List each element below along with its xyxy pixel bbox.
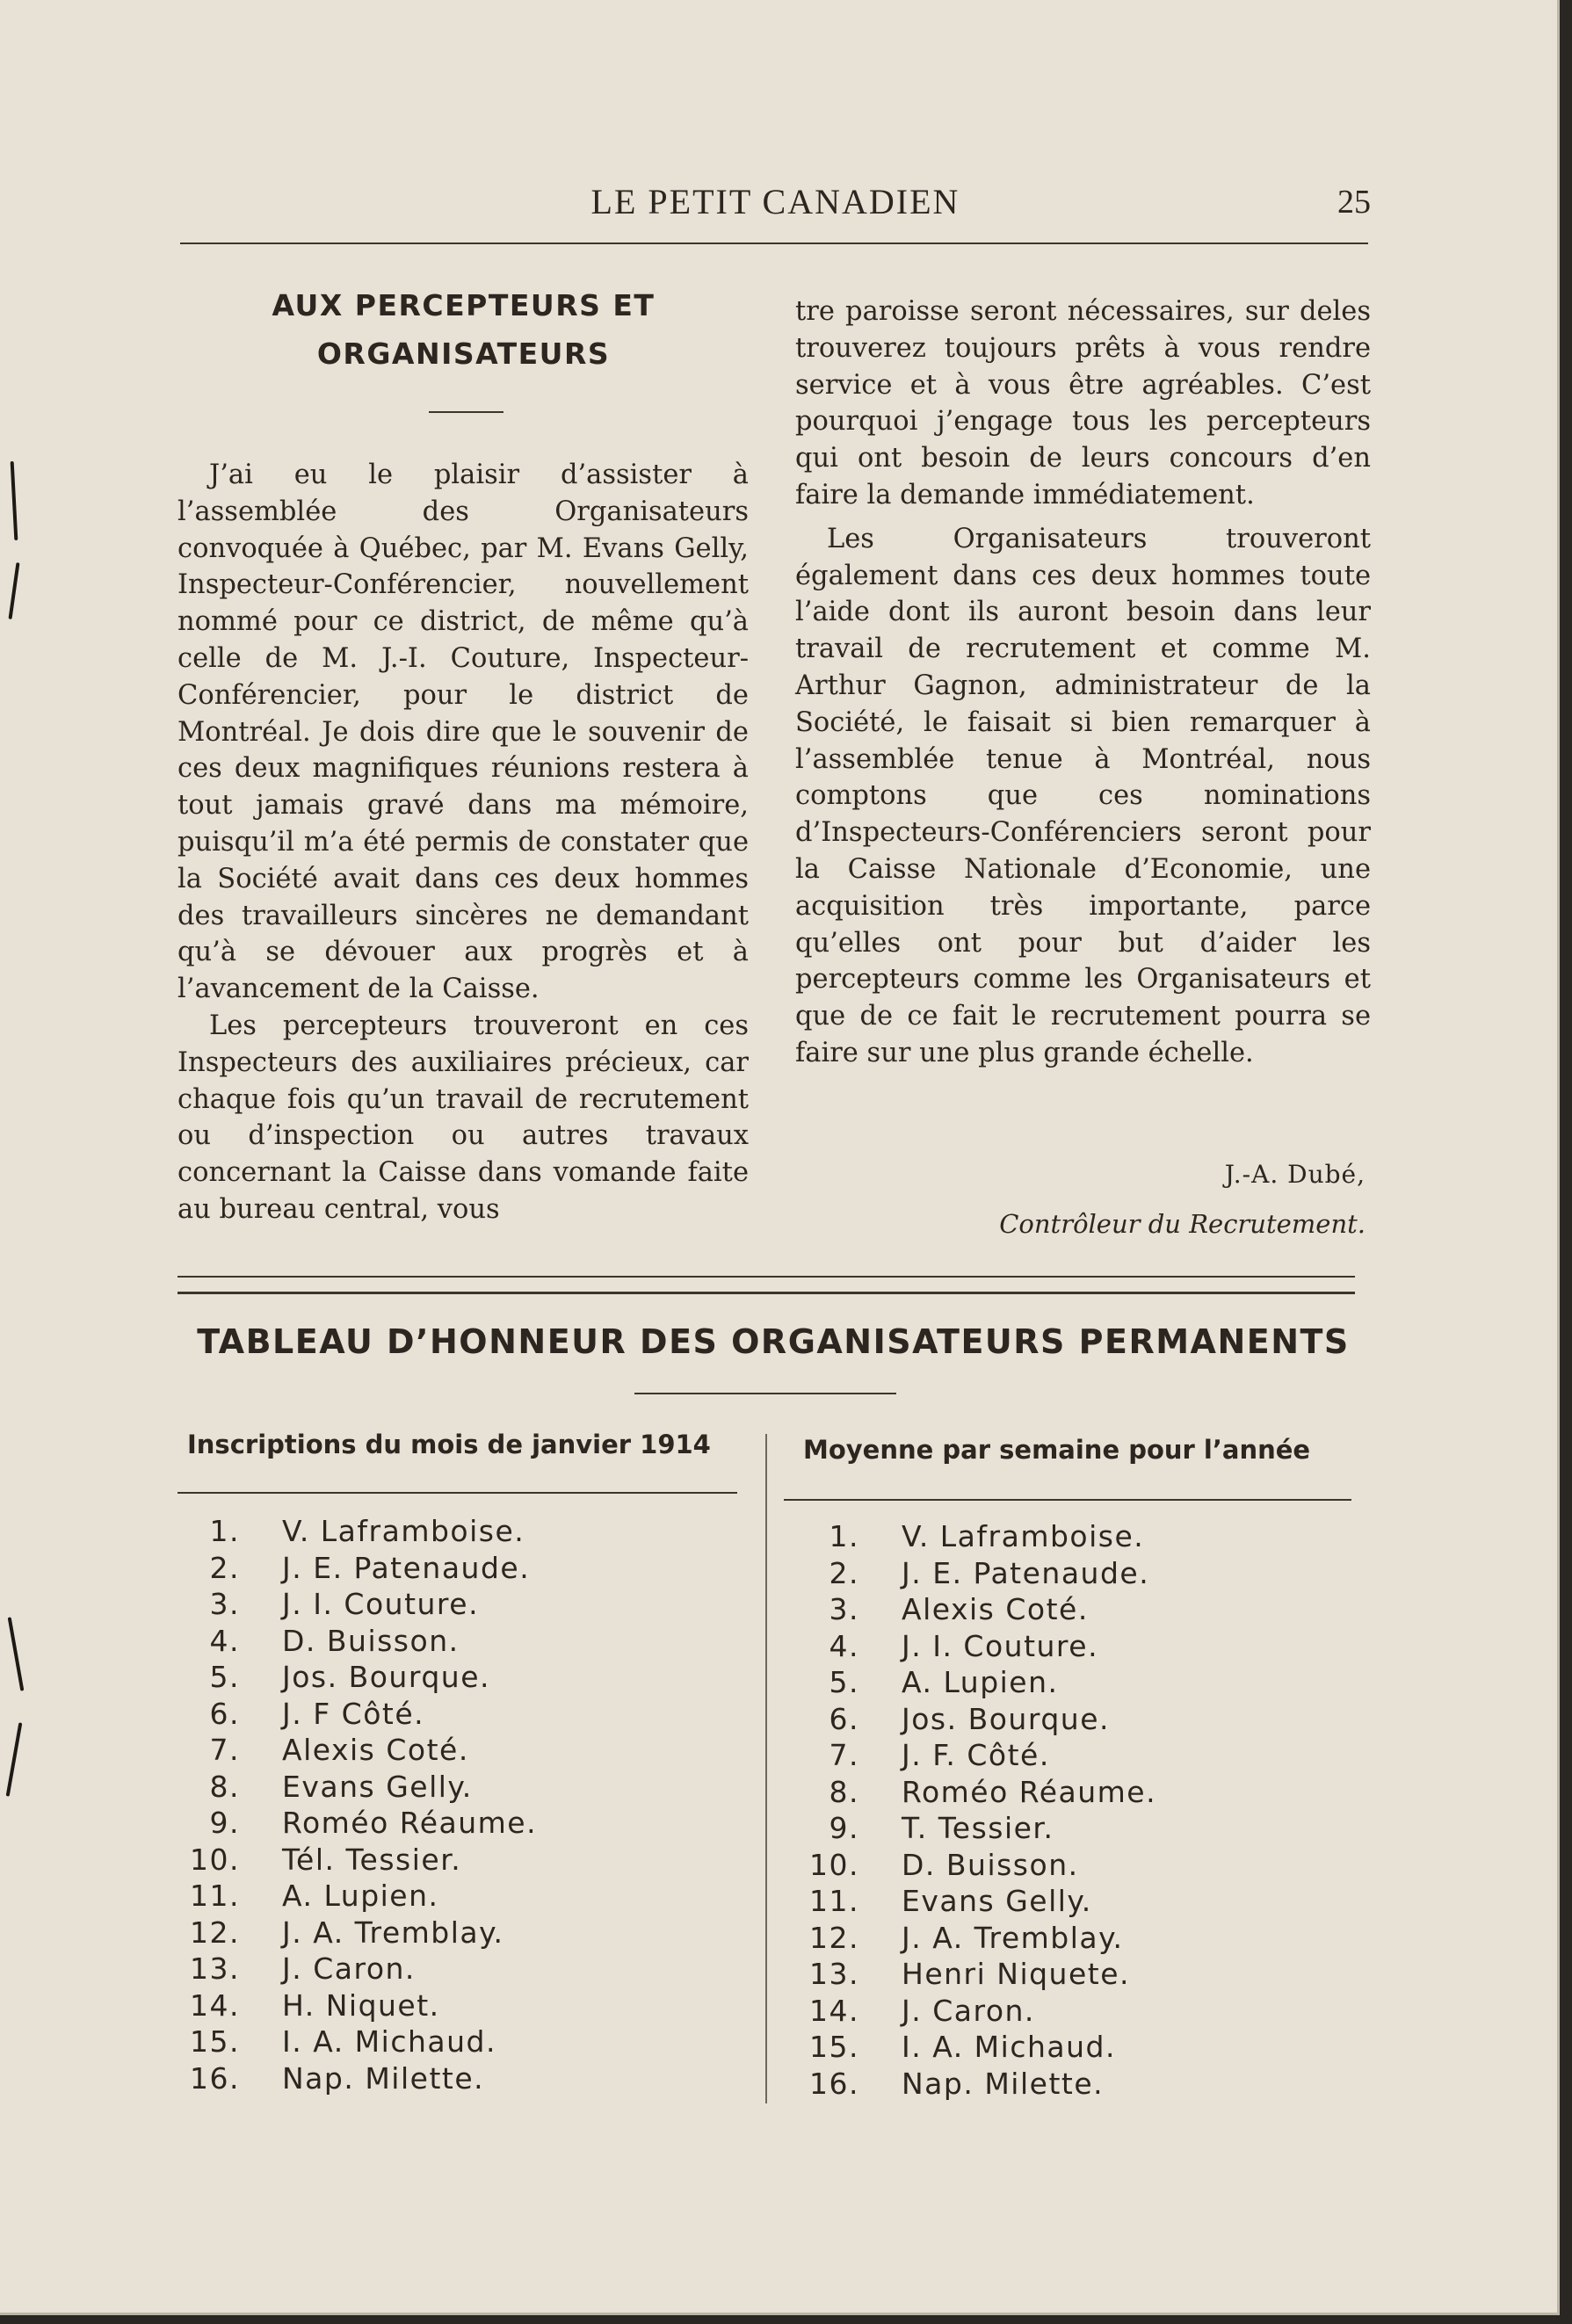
list-item-name: J. F Côté. — [282, 1696, 425, 1731]
list-item — [805, 1628, 1156, 1665]
list-item-number: 12. — [809, 1920, 859, 1955]
list-item — [805, 2066, 1156, 2103]
article-left-column — [177, 457, 749, 1228]
title-divider — [429, 411, 503, 413]
running-header — [180, 176, 1371, 228]
list-item — [805, 1847, 1156, 1884]
list-item-name: I. A. Michaud. — [902, 2030, 1116, 2064]
list-item-name: J. E. Patenaude. — [902, 1555, 1150, 1590]
article-paragraph: J’ai eu le plaisir d’assister à l’assemblée des Organisateurs convoquée à Québec, par M. Evans Gelly, Inspecteur-Conférencier, nouvellement nommé pour ce district, de même qu’à celle de M. J.-I. Couture, Inspecteur-Conférencier, pour le district de Montréal. Je dois dire que le souvenir de ces deux magnifiques réunions restera à tout jamais gravé dans ma mémoire, puisqu’il m’a été permis de constater que la Société avait dans ces deux hommes des travailleurs sincères ne demandant qu’à se dévouer aux progrès et à l’avancement de la Caisse. — [177, 460, 749, 1005]
list-item-number: 9. — [829, 1811, 859, 1845]
list-item-name: Nap. Milette. — [282, 2060, 485, 2096]
article-title-line: AUX PERCEPTEURS ET — [272, 288, 656, 322]
list-item-number: 11. — [190, 1879, 240, 1913]
list-item-name: J. Caron. — [282, 1951, 416, 1986]
list-item-number: 12. — [190, 1915, 240, 1950]
list-item — [187, 2024, 537, 2060]
list-item-name: I. A. Michaud. — [282, 2024, 496, 2059]
list-item — [187, 1696, 537, 1733]
list-item-name: Roméo Réaume. — [902, 1774, 1157, 1809]
signature-role: Contrôleur du Recrutement. — [999, 1209, 1366, 1239]
list-item-number: 5. — [209, 1660, 240, 1694]
left-ranking-list — [187, 1513, 537, 2096]
list-item-name: V. Laframboise. — [282, 1514, 525, 1548]
list-item — [805, 1591, 1156, 1628]
article-title-line: ORGANISATEURS — [316, 337, 611, 371]
list-item-number: 8. — [829, 1774, 859, 1809]
margin-mark — [8, 1617, 25, 1691]
page-number: 25 — [1337, 184, 1371, 221]
list-item — [187, 1805, 537, 1842]
list-item-name: J. I. Couture. — [282, 1587, 480, 1621]
list-item-number: 14. — [190, 1987, 240, 2023]
list-item — [805, 1555, 1156, 1592]
list-item-name: J. A. Tremblay. — [282, 1915, 504, 1950]
list-item — [805, 1810, 1156, 1847]
list-item-name: Evans Gelly. — [282, 1769, 473, 1804]
list-item — [187, 1769, 537, 1806]
list-item — [805, 2029, 1156, 2066]
list-item — [805, 1993, 1156, 2030]
list-item — [805, 1737, 1156, 1774]
header-rule — [180, 243, 1368, 244]
article-paragraph: Les percepteurs trouveront en ces Inspecteurs des auxiliaires précieux, car chaque fois qu’un travail de recrutement ou d’inspection ou autres travaux concernant la Caisse dans vomande faite au bureau central, vous — [177, 1010, 749, 1225]
article-paragraph: Les Organisateurs trouveront également dans ces deux hommes toute l’aide dont ils auront besoin dans leur travail de recrutement et comme M. Arthur Gagnon, administrateur de la Société, le faisait si bien remarquer à l’assemblée tenue à Montréal, nous comptons que ces nominations d’Inspecteurs-Conférenciers seront pour la Caisse Nationale d’Economie, une acquisition très importante, parce qu’elles ont pour but d’aider les percepteurs comme les Organisateurs et que de ce fait le recrutement pourra se faire sur une plus grande échelle. — [795, 523, 1371, 1068]
list-item-name: Jos. Bourque. — [282, 1660, 490, 1694]
list-item-number: 1. — [209, 1514, 240, 1548]
list-item-number: 4. — [209, 1623, 240, 1658]
list-item-name: Roméo Réaume. — [282, 1806, 538, 1840]
list-item-number: 7. — [829, 1738, 859, 1772]
article-paragraph: tre paroisse seront nécessaires, sur deles trouverez toujours prêts à vous rendre service et à vous être agréables. C’est pourquoi j’engage tous les percepteurs qui ont besoin de leurs concours d’en faire la demande immédiatement. — [795, 296, 1371, 510]
list-item-number: 5. — [829, 1665, 859, 1699]
list-item-number: 16. — [190, 2060, 240, 2096]
column-divider — [765, 1434, 767, 2103]
list-item-name: J. F. Côté. — [902, 1738, 1050, 1772]
left-list-heading: Inscriptions du mois de janvier 1914 — [187, 1430, 711, 1459]
list-item — [805, 1701, 1156, 1738]
list-item — [187, 1951, 537, 1987]
list-item-name: J. I. Couture. — [902, 1628, 1099, 1663]
list-item-number: 10. — [809, 1847, 859, 1882]
list-item-name: A. Lupien. — [902, 1665, 1059, 1699]
list-item-name: J. A. Tremblay. — [902, 1920, 1124, 1955]
list-item-number: 3. — [209, 1587, 240, 1621]
right-heading-rule — [784, 1499, 1351, 1501]
list-item-number: 15. — [809, 2030, 859, 2064]
list-item — [187, 1732, 537, 1769]
list-item-number: 10. — [190, 1842, 240, 1877]
list-item-name: D. Buisson. — [902, 1847, 1079, 1882]
list-item — [805, 1774, 1156, 1811]
list-item-number: 3. — [829, 1592, 859, 1626]
list-item — [805, 1956, 1156, 1993]
list-item-name: J. Caron. — [902, 1993, 1035, 2028]
section-rule — [177, 1276, 1355, 1278]
list-item — [805, 1518, 1156, 1555]
running-head-title: LE PETIT CANADIEN — [590, 182, 960, 221]
list-item-number: 7. — [209, 1733, 240, 1767]
list-item-name: J. E. Patenaude. — [282, 1550, 531, 1585]
right-list-heading: Moyenne par semaine pour l’année — [803, 1435, 1311, 1465]
list-item-name: A. Lupien. — [282, 1879, 439, 1913]
list-item-name: Henri Niquete. — [902, 1957, 1131, 1991]
list-item-number: 2. — [829, 1555, 859, 1590]
list-item — [187, 2060, 537, 2097]
list-item-name: T. Tessier. — [902, 1811, 1054, 1845]
section-rule — [177, 1292, 1355, 1294]
list-item — [187, 1586, 537, 1623]
list-item-name: Jos. Bourque. — [902, 1701, 1110, 1736]
list-item — [187, 1513, 537, 1550]
honour-table-title: TABLEAU D’HONNEUR DES ORGANISATEURS PERMANENTS — [197, 1322, 1350, 1361]
list-item-number: 8. — [209, 1769, 240, 1804]
list-item-name: Evans Gelly. — [902, 1884, 1092, 1918]
list-item-number: 11. — [809, 1884, 859, 1918]
list-item — [805, 1664, 1156, 1701]
list-item-number: 16. — [809, 2066, 859, 2101]
table-title-divider — [634, 1393, 896, 1394]
article-title — [180, 281, 747, 378]
list-item-name: Alexis Coté. — [282, 1733, 469, 1767]
list-item-name: Tél. Tessier. — [282, 1842, 462, 1877]
list-item-number: 13. — [809, 1957, 859, 1991]
list-item-name: H. Niquet. — [282, 1987, 440, 2023]
article-right-column — [795, 293, 1371, 1072]
margin-mark — [6, 1722, 23, 1796]
list-item-name: Alexis Coté. — [902, 1592, 1089, 1626]
list-item — [187, 1878, 537, 1915]
list-item-number: 6. — [829, 1701, 859, 1736]
list-item-number: 2. — [209, 1550, 240, 1585]
list-item-number: 9. — [209, 1806, 240, 1840]
list-item-number: 1. — [829, 1519, 859, 1553]
list-item — [805, 1883, 1156, 1920]
list-item — [187, 1659, 537, 1696]
list-item-name: D. Buisson. — [282, 1623, 460, 1658]
list-item-number: 14. — [809, 1993, 859, 2028]
list-item — [187, 1987, 537, 2024]
margin-mark — [8, 562, 19, 619]
signature-name: J.-A. Dubé, — [1224, 1160, 1366, 1189]
list-item — [187, 1842, 537, 1879]
list-item-number: 4. — [829, 1628, 859, 1663]
list-item-name: V. Laframboise. — [902, 1519, 1145, 1553]
list-item-name: Nap. Milette. — [902, 2066, 1105, 2101]
list-item — [187, 1550, 537, 1587]
right-ranking-list — [805, 1518, 1156, 2102]
list-item-number: 13. — [190, 1951, 240, 1986]
list-item-number: 15. — [190, 2024, 240, 2059]
margin-mark — [11, 461, 18, 540]
list-item — [805, 1920, 1156, 1957]
list-item-number: 6. — [209, 1696, 240, 1731]
left-heading-rule — [177, 1492, 737, 1494]
list-item — [187, 1915, 537, 1951]
list-item — [187, 1623, 537, 1660]
